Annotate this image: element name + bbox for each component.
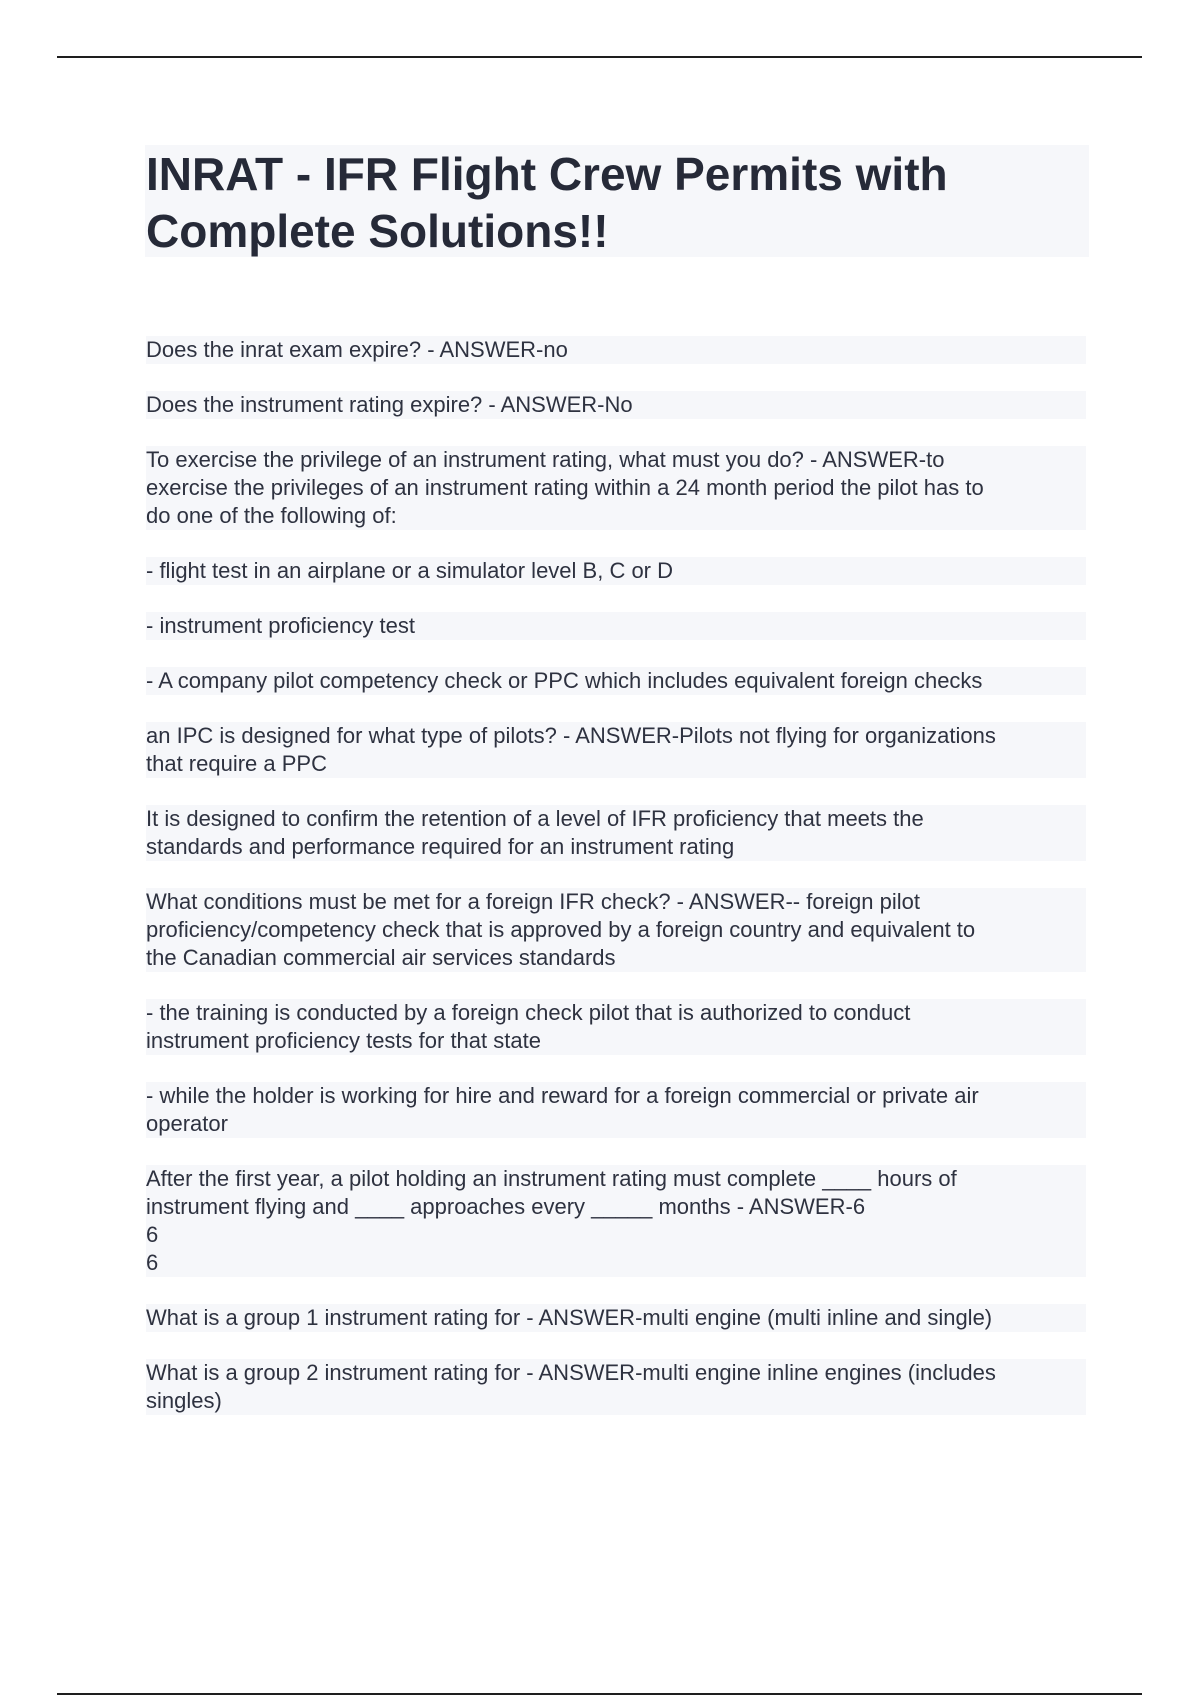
text-line: 6 — [146, 1221, 1086, 1249]
text-line: instrument proficiency tests for that state — [146, 1027, 1086, 1055]
text-line: After the first year, a pilot holding an instrument rating must complete ____ hours of — [146, 1165, 1086, 1193]
text-line: standards and performance required for an instrument rating — [146, 833, 1086, 861]
qa-paragraph — [146, 1165, 1086, 1277]
qa-paragraph — [146, 1359, 1086, 1415]
qa-paragraph — [146, 805, 1086, 861]
text-line: the Canadian commercial air services standards — [146, 944, 1086, 972]
qa-paragraph — [146, 612, 1086, 640]
qa-paragraph — [146, 391, 1086, 419]
qa-paragraph — [146, 1082, 1086, 1138]
text-line: What is a group 1 instrument rating for - ANSWER-multi engine (multi inline and single) — [146, 1304, 1086, 1332]
qa-paragraph — [146, 446, 1086, 530]
qa-paragraph — [146, 667, 1086, 695]
top-divider — [57, 56, 1142, 58]
qa-paragraph — [146, 336, 1086, 364]
text-line: - instrument proficiency test — [146, 612, 1086, 640]
text-line: operator — [146, 1110, 1086, 1138]
text-line: What is a group 2 instrument rating for - ANSWER-multi engine inline engines (includes — [146, 1359, 1086, 1387]
text-line: do one of the following of: — [146, 502, 1086, 530]
text-line: To exercise the privilege of an instrument rating, what must you do? - ANSWER-to — [146, 446, 1086, 474]
text-line: that require a PPC — [146, 750, 1086, 778]
text-line: Does the inrat exam expire? - ANSWER-no — [146, 336, 1086, 364]
qa-list — [146, 336, 1086, 1442]
text-line: It is designed to confirm the retention of a level of IFR proficiency that meets the — [146, 805, 1086, 833]
qa-paragraph — [146, 557, 1086, 585]
text-line: - A company pilot competency check or PPC which includes equivalent foreign checks — [146, 667, 1086, 695]
text-line: an IPC is designed for what type of pilots? - ANSWER-Pilots not flying for organizations — [146, 722, 1086, 750]
text-line: - the training is conducted by a foreign check pilot that is authorized to conduct — [146, 999, 1086, 1027]
qa-paragraph — [146, 999, 1086, 1055]
text-line: instrument flying and ____ approaches every _____ months - ANSWER-6 — [146, 1193, 1086, 1221]
text-line: singles) — [146, 1387, 1086, 1415]
text-line: exercise the privileges of an instrument rating within a 24 month period the pilot has to — [146, 474, 1086, 502]
text-line: What conditions must be met for a foreign IFR check? - ANSWER-- foreign pilot — [146, 888, 1086, 916]
qa-paragraph — [146, 1304, 1086, 1332]
text-line: Does the instrument rating expire? - ANSWER-No — [146, 391, 1086, 419]
text-line: proficiency/competency check that is approved by a foreign country and equivalent to — [146, 916, 1086, 944]
text-line: 6 — [146, 1249, 1086, 1277]
bottom-divider — [57, 1693, 1142, 1695]
document-title: INRAT - IFR Flight Crew Permits with Complete Solutions!! — [146, 148, 948, 257]
qa-paragraph — [146, 888, 1086, 972]
qa-paragraph — [146, 722, 1086, 778]
text-line: - while the holder is working for hire and reward for a foreign commercial or private air — [146, 1082, 1086, 1110]
text-line: - flight test in an airplane or a simulator level B, C or D — [146, 557, 1086, 585]
